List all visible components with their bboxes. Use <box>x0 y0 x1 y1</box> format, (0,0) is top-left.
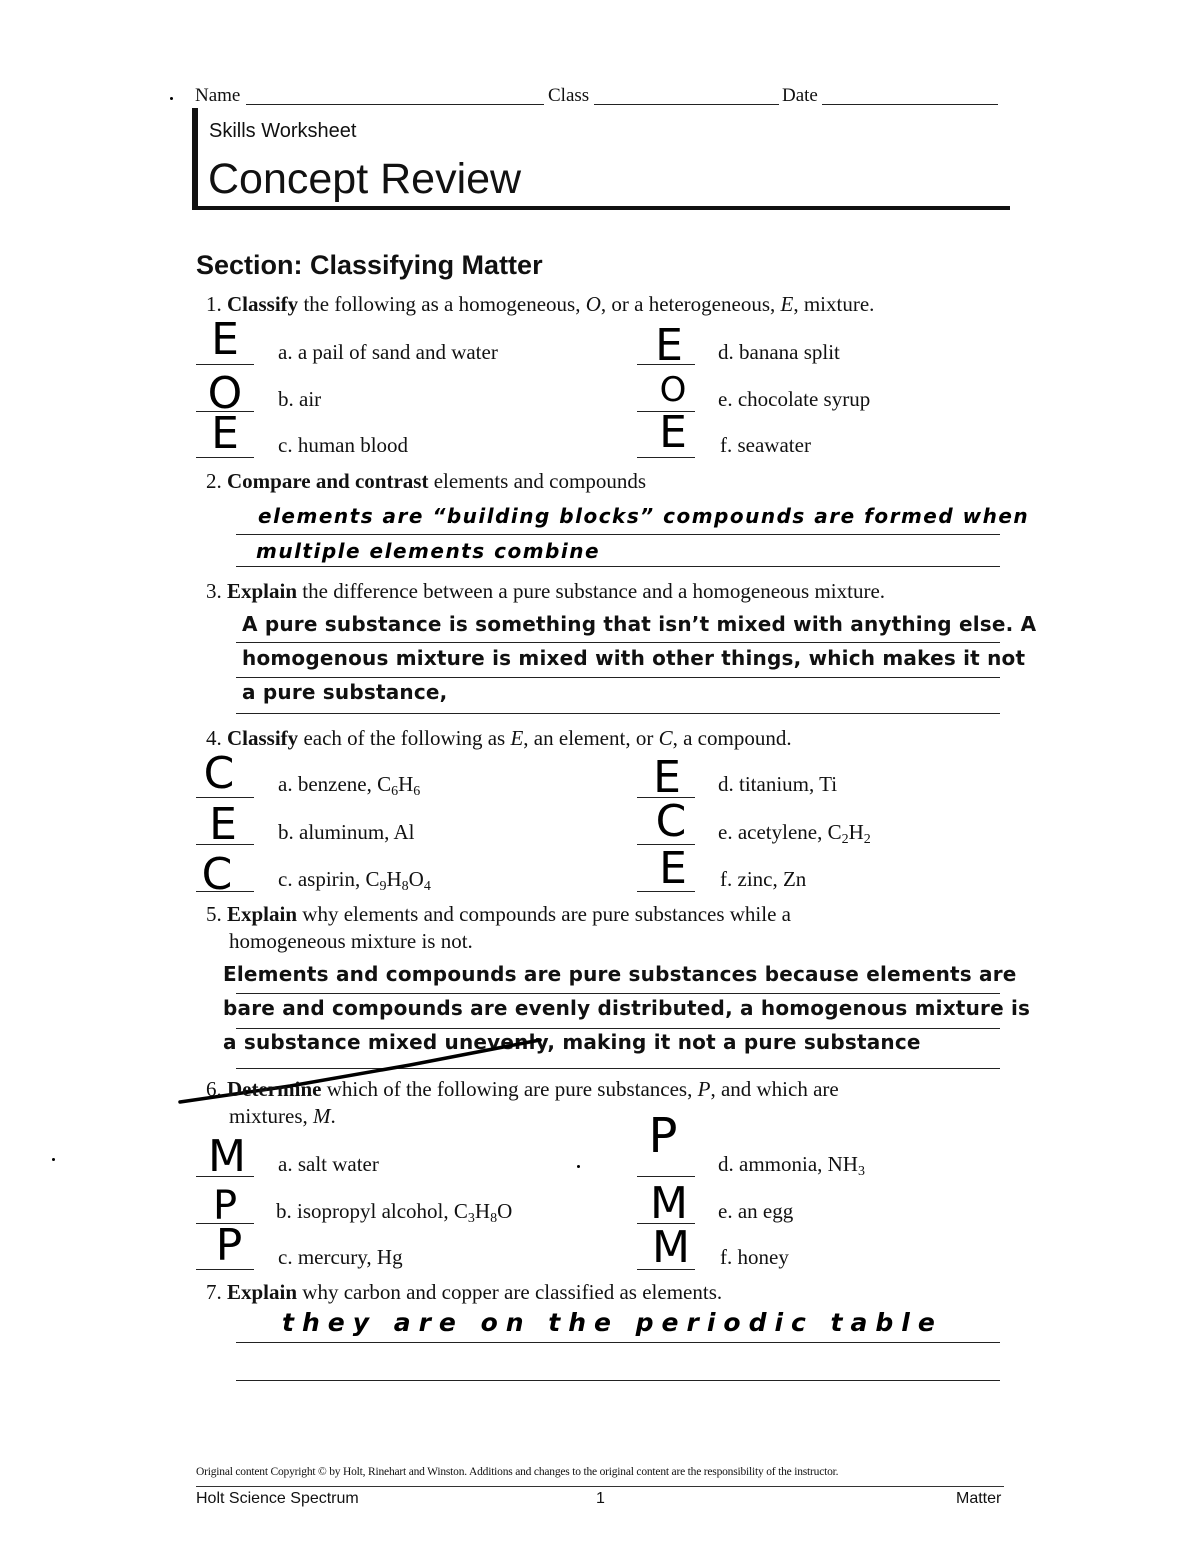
answer-blank-6d[interactable] <box>637 1176 695 1177</box>
answer-7-line-1: they are on the periodic table <box>282 1308 943 1337</box>
item-6a: a. salt water <box>278 1152 379 1176</box>
answer-2-line-2: multiple elements combine <box>256 539 601 563</box>
title-bar-bottom <box>192 206 1010 210</box>
question-3: 3. Explain the difference between a pure substance and a homogeneous mixture. <box>206 579 886 603</box>
item-4d: d. titanium, Ti <box>718 772 838 796</box>
answer-6b: P <box>212 1183 238 1229</box>
footer-left: Holt Science Spectrum <box>196 1490 359 1507</box>
question-5-line-2: homogeneous mixture is not. <box>229 929 473 953</box>
item-6f: f. honey <box>720 1245 789 1269</box>
footer-right: Matter <box>956 1490 1002 1507</box>
class-field[interactable] <box>594 104 779 105</box>
item-1f: f. seawater <box>720 433 811 457</box>
stray-dot <box>577 1165 580 1168</box>
answer-6c: P <box>215 1220 243 1271</box>
answer-line-7-1[interactable] <box>236 1342 1000 1343</box>
answer-3-line-2: homogenous mixture is mixed with other things, which makes it not <box>242 646 1026 670</box>
answer-1f: E <box>659 407 687 458</box>
answer-1a: E <box>211 314 239 365</box>
answer-line-3-2[interactable] <box>236 677 1000 678</box>
date-field[interactable] <box>822 104 998 105</box>
answer-1c: E <box>211 408 239 459</box>
question-2: 2. Compare and contrast elements and compounds <box>206 469 646 493</box>
item-1c: c. human blood <box>278 433 409 457</box>
item-4f: f. zinc, Zn <box>720 867 807 891</box>
item-1b: b. air <box>278 387 322 411</box>
answer-line-2-2[interactable] <box>236 566 1000 567</box>
item-6c: c. mercury, Hg <box>278 1245 403 1269</box>
item-1a: a. a pail of sand and water <box>278 340 498 364</box>
item-6b: b. isopropyl alcohol, $C_3H_8O$ <box>276 1199 513 1226</box>
answer-line-5-1[interactable] <box>236 993 1000 994</box>
answer-line-3-3[interactable] <box>236 713 1000 714</box>
section-title: Section: Classifying Matter <box>196 250 543 280</box>
answer-line-2-1[interactable] <box>236 534 1000 535</box>
answer-6f: M <box>652 1222 690 1273</box>
answer-3-line-1: A pure substance is something that isn’t mixed with anything else. A <box>242 612 1037 636</box>
answer-4a: C <box>203 748 235 799</box>
title-bar-left <box>192 108 198 210</box>
answer-line-7-2[interactable] <box>236 1380 1000 1381</box>
answer-4f: E <box>659 843 687 894</box>
answer-5-line-2: bare and compounds are evenly distributed, a homogenous mixture is <box>223 996 1031 1020</box>
question-6-line-2: mixtures, M. <box>229 1104 336 1128</box>
question-6: 6. Determine which of the following are pure substances, P, and which are <box>206 1077 839 1101</box>
worksheet-kicker: Skills Worksheet <box>209 120 357 142</box>
answer-6d: P <box>648 1108 678 1164</box>
item-6e: e. an egg <box>718 1199 794 1223</box>
copyright-notice: Original content Copyright © by Holt, Rinehart and Winston. Additions and changes to the original content are the responsibility of the instructor. <box>196 1466 839 1478</box>
answer-1b: O <box>207 368 243 419</box>
question-7: 7. Explain why carbon and copper are classified as elements. <box>206 1280 723 1304</box>
item-4c: c. aspirin, $C_9H_8O_4$ <box>278 867 431 894</box>
name-label: Name <box>195 85 241 106</box>
item-4b: b. aluminum, Al <box>278 820 415 844</box>
answer-5-line-1: Elements and compounds are pure substances because elements are <box>223 962 1017 986</box>
stray-dot <box>170 97 173 100</box>
item-4a: a. benzene, $C_6H_6$ <box>278 772 421 799</box>
item-1d: d. banana split <box>718 340 840 364</box>
answer-5-line-3: a substance mixed unevenly, making it not a pure substance <box>223 1030 921 1054</box>
answer-4c: C <box>201 849 233 900</box>
page-number: 1 <box>596 1490 605 1507</box>
question-4: 4. Classify each of the following as E, an element, or C, a compound. <box>206 726 792 750</box>
answer-3-line-3: a pure substance, <box>242 680 448 704</box>
item-6d: d. ammonia, $NH_3$ <box>718 1152 865 1179</box>
date-label: Date <box>782 85 818 106</box>
stray-dot <box>52 1158 55 1161</box>
answer-line-5-2[interactable] <box>236 1028 1000 1029</box>
answer-2-line-1: elements are “building blocks” compounds are formed when <box>258 504 1030 528</box>
answer-1d: E <box>655 320 683 371</box>
question-1: 1. Classify the following as a homogeneous, O, or a heterogeneous, E, mixture. <box>206 292 875 316</box>
answer-4d: E <box>653 752 681 803</box>
answer-4e: C <box>655 796 687 847</box>
item-4e: e. acetylene, $C_2H_2$ <box>718 820 871 847</box>
answer-1e: O <box>659 370 687 410</box>
answer-4b: E <box>209 799 237 850</box>
question-5: 5. Explain why elements and compounds are pure substances while a <box>206 902 791 926</box>
name-field[interactable] <box>246 104 544 105</box>
answer-6a: M <box>208 1131 246 1182</box>
item-1e: e. chocolate syrup <box>718 387 871 411</box>
answer-6e: M <box>650 1178 688 1229</box>
page-title: Concept Review <box>208 155 522 203</box>
answer-line-3-1[interactable] <box>236 642 1000 643</box>
footer-rule <box>196 1486 1004 1487</box>
class-label: Class <box>548 85 590 106</box>
